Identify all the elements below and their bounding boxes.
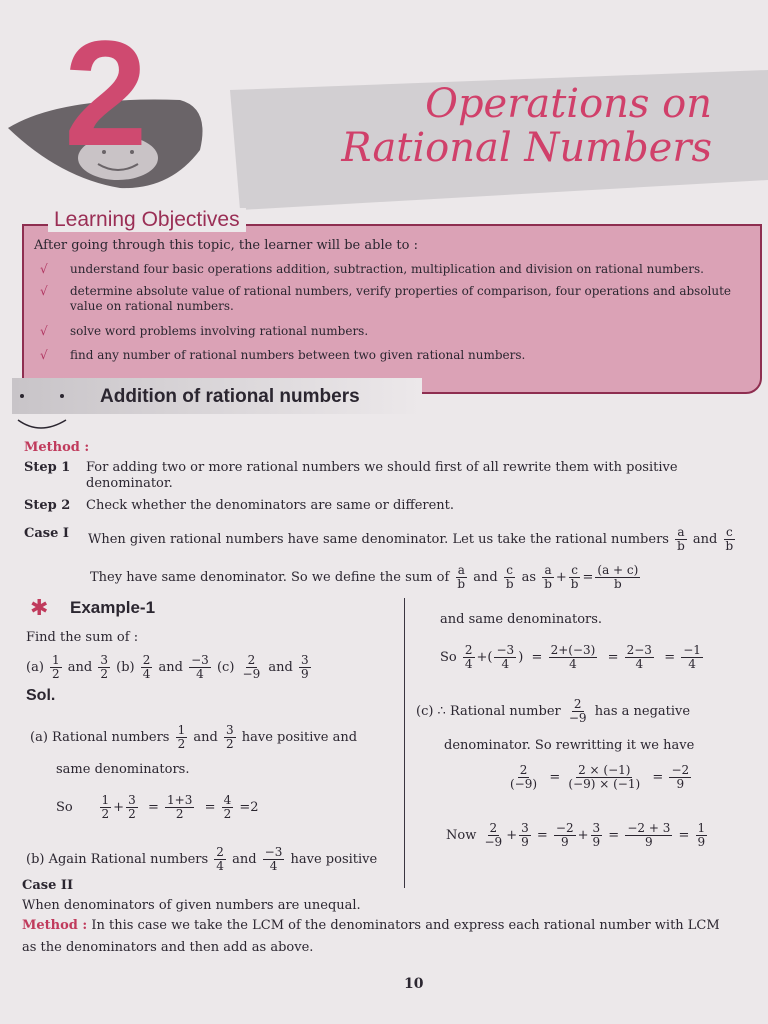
step2-label: Step 2 — [24, 498, 71, 513]
case2-method: Method : In this case we take the LCM of the denominators and express each rational number with LCM — [22, 918, 720, 933]
part-c-work: Now $\frac{2}{-9}$ + $\frac{3}{9}$ = $\frac{-2}{9}$ + $\frac{3}{9}$ = $\frac{-2 + 3}{9}$ = $\frac{1}{9}$ — [446, 821, 706, 849]
solution-label: Sol. — [26, 687, 56, 704]
star-icon: ✱ — [30, 596, 49, 621]
chapter-title — [262, 82, 712, 170]
step2-text: Check whether the denominators are same or different. — [86, 498, 455, 513]
case2-method2: as the denominators and then add as above. — [22, 940, 314, 955]
chapter-title-line2: Rational Numbers — [341, 125, 712, 171]
section-title: Addition of rational numbers — [100, 386, 360, 407]
part-c-rewrite: $\frac{2}{(-9)}$ = $\frac{2 \times (-1)}{(-9) \times (-1)}$ = $\frac{-2}{9}$ — [510, 763, 690, 791]
right-line1: and same denominators. — [440, 612, 603, 627]
objectives-heading: Learning Objectives — [48, 208, 246, 232]
check-icon: √ — [40, 262, 48, 276]
check-icon: √ — [40, 348, 48, 362]
objective-item: √ understand four basic operations addition, subtraction, multiplication and division on rational numbers. — [40, 262, 704, 276]
objective-item: √ determine absolute value of rational numbers, verify properties of comparison, four operations and absolute value on rational numbers. — [40, 284, 732, 313]
case1-line2: They have same denominator. So we define the sum of $\frac{a}{b}$ and $\frac{c}{b}$ as $\frac{a}{b}$ + $\frac{c}{b}$ = $\frac{(a + c)}{b}$ — [90, 563, 639, 591]
case2-label: Case II — [22, 878, 74, 893]
objective-item: √ solve word problems involving rational numbers. — [40, 324, 369, 338]
part-a-work: So $\frac{1}{2}$ + $\frac{3}{2}$ = $\frac{1+3}{2}$ = $\frac{4}{2}$ =2 — [56, 793, 259, 821]
objective-item: √ find any number of rational numbers between two given rational numbers. — [40, 348, 526, 362]
objectives-intro: After going through this topic, the learner will be able to : — [34, 238, 418, 253]
part-b-text: (b) Again Rational numbers $\frac{2}{4}$ and $\frac{-3}{4}$ have positive — [26, 845, 378, 873]
column-divider — [404, 598, 405, 888]
check-icon: √ — [40, 324, 48, 338]
case2-text: When denominators of given numbers are unequal. — [22, 898, 361, 913]
part-a-text: (a) Rational numbers $\frac{1}{2}$ and $\frac{3}{2}$ have positive and — [30, 723, 358, 751]
case1-label: Case I — [24, 526, 69, 541]
page-number: 10 — [404, 976, 424, 992]
case1-text: When given rational numbers have same denominator. Let us take the rational numbers $\frac{a}{b}$ and $\frac{c}{b}$ — [88, 525, 734, 553]
chapter-title-line1: Operations on — [425, 81, 712, 127]
check-icon: √ — [40, 284, 48, 298]
part-c-text3: denominator. So rewritting it we have — [444, 738, 695, 753]
part-b-work: So $\frac{2}{4}$ +( $\frac{-3}{4}$ ) = $\frac{2+(-3)}{4}$ = $\frac{2-3}{4}$ = $\frac{-1}{4}$ — [440, 643, 701, 671]
example-parts: (a) $\frac{1}{2}$ and $\frac{3}{2}$ (b) $\frac{2}{4}$ and $\frac{-3}{4}$ (c) $\frac{2}{-9}$ and $\frac{3}{9}$ — [26, 653, 309, 681]
method-label: Method : — [24, 440, 90, 455]
step1-label: Step 1 — [24, 460, 71, 475]
example-title: Example-1 — [70, 598, 156, 617]
smile-doodle-icon — [14, 392, 84, 438]
part-a-text3: same denominators. — [56, 762, 190, 777]
chapter-number: 2 — [64, 9, 144, 177]
step1-text: For adding two or more rational numbers we should first of all rewrite them with positive denominator. — [86, 460, 678, 491]
example-prompt: Find the sum of : — [26, 630, 139, 645]
part-c-text: (c) ∴ Rational number $\frac{2}{-9}$ has a negative — [416, 697, 691, 725]
